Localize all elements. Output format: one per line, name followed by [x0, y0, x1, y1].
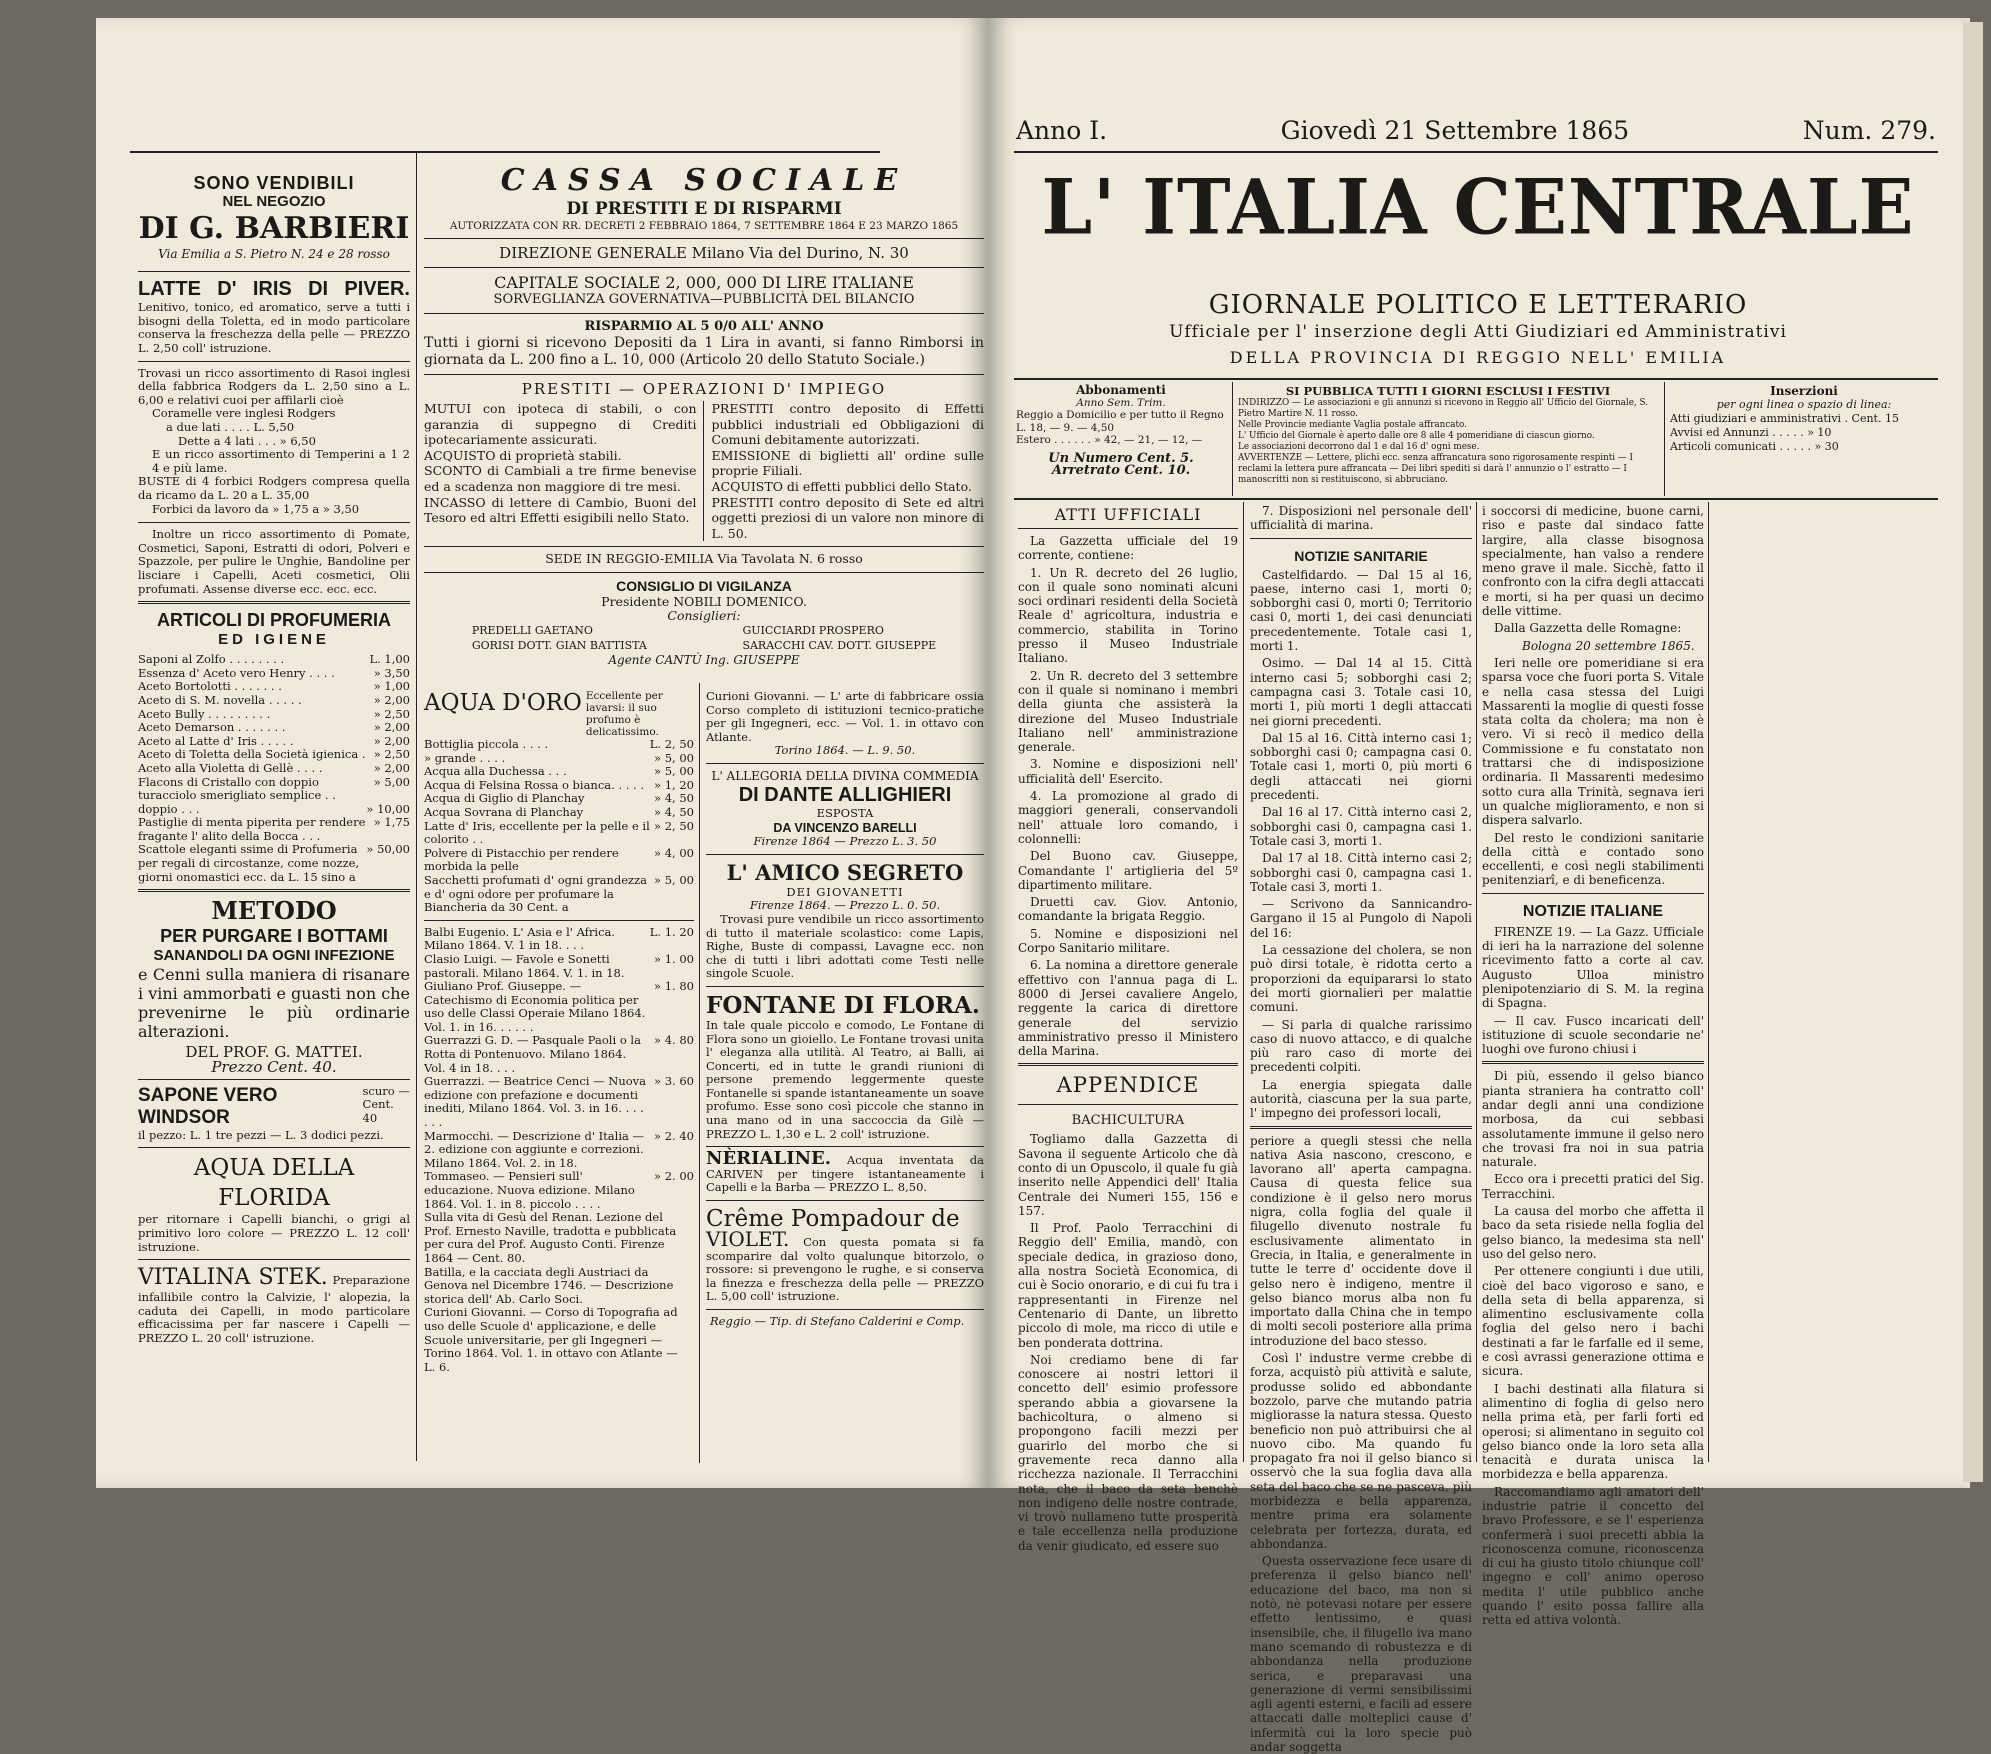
issue-year: Anno I.: [1016, 116, 1108, 145]
rasoi-text: Trovasi un ricco assortimento di Rasoi inglesi della fabbrica Rodgers da L. 2,50 sino a L. 6,00 e relativi cuoi per affilarli cioè: [138, 365, 410, 407]
profumeria-item: [138, 653, 410, 667]
article-paragraph: 4. La promozione al grado di maggiori generali, conservandoli nell' attuale loro comando, i colonnelli:: [1018, 789, 1238, 846]
cassa-agent: Agente CANTÙ Ing. GIUSEPPE: [608, 653, 800, 668]
book-item: [424, 1075, 694, 1129]
councillor: GORISI DOTT. GIAN BATTISTA: [471, 639, 647, 653]
sanitarie-paragraph: Dal 16 al 17. Città interno casi 2, sobborghi casi 0, campagna casi 1. Totale casi 3, morti 1.: [1250, 805, 1472, 848]
aqua-doro-item: [424, 874, 694, 915]
article-paragraph: 2. Un R. decreto del 3 settembre con il quale si nominano i membri della giunta che assisterà la direzione del Museo Industriale Italiano nell' amministrazione generale.: [1018, 668, 1238, 755]
article-paragraph: FIRENZE 19. — La Gazz. Ufficiale di ieri ha la narrazione del solenne ricevimento fatto a corte al cav. Augusto Ulloa ministro plenipotenziario di S. M. la regina di Spagna.: [1482, 924, 1704, 1011]
publish-line: AVVERTENZE — Lettere, plichi ecc. senza affrancatura sono rigorosamente respinti — I reclami la lettera pure affrancata — Dei libri spediti si darà l' annunzio o l' estratto — I manoscritti non si restituiscono, si abbruciano.: [1238, 453, 1633, 485]
latte-iris-text: Lenitivo, tonico, ed aromatico, serve a tutti i bisogni della Toletta, ed in modo particolare conserva la freschezza della pelle — PREZZO L. 2,50 coll' istruzione.: [138, 300, 410, 356]
publish-line: Le associazioni decorrono dal 1 e dal 16 d' ogni mese.: [1238, 442, 1480, 452]
profumeria-item-price: L. 1,00: [369, 652, 410, 667]
barbieri-name: DI G. BARBIERI: [138, 211, 410, 246]
cassa-subtitle: DI PRESTITI E DI RISPARMI: [566, 199, 842, 219]
article-paragraph: 5. Nomine e disposizioni nel Corpo Sanitario militare.: [1018, 926, 1238, 956]
cassa-operations-right: PRESTITI contro deposito di Effetti pubblici industriali ed Obbligazioni di Comuni debitamente autorizzati. EMISSIONE di biglietti all' ordine sulle proprie Filiali. ACQUISTO di effetti pubblici dello Stato. PRESTITI contro deposito di Sete ed altri oggetti preziosi di un valore non minore di L. 50.: [711, 401, 984, 541]
dante-line: L' ALLEGORIA DELLA DIVINA COMMEDIA: [711, 768, 979, 783]
vitalina-title: VITALINA STEK.: [138, 1265, 328, 1291]
councillor: PREDELLI GAETANO: [471, 624, 593, 638]
profumeria-item: [138, 803, 410, 817]
book-item-label: Guerrazzi G. D. — Pasquale Paoli o la Rotta di Pontenuovo. Milano 1864. Vol. 4 in 18. . . .: [424, 1033, 641, 1075]
notizie-italiane-header: NOTIZIE ITALIANE: [1522, 902, 1664, 920]
aqua-doro-item-label: Bottiglia piccola . . . .: [424, 737, 549, 751]
florida-title: AQUA DELLA FLORIDA: [193, 1155, 355, 1212]
profumeria-item-label: Aceto Bully . . . . . . . . .: [138, 706, 271, 721]
profumeria-item: [138, 748, 410, 762]
books-list: [424, 926, 694, 1375]
subscription-columns: Anno Sem. Trim.: [1076, 396, 1166, 409]
appendice-paragraph: I bachi destinati alla filatura si alimentino di foglia di gelso nero nella prima età, per farli forti ed operosi; si alimentano in seguito col gelso bianco onde la loro seta alla tenacità e durata unisca la morbidezza e bella apparenza.: [1482, 1381, 1704, 1482]
profumeria-item-price: » 5,00: [373, 774, 410, 789]
profumeria-item-label: Flacons di Cristallo con doppio turacciolo smerigliato semplice . .: [138, 774, 336, 803]
sapone-title: SAPONE VERO WINDSOR: [138, 1084, 278, 1128]
profumeria-subtitle: ED IGIENE: [218, 631, 330, 649]
profumeria-item: [138, 776, 410, 803]
insertions-title: Inserzioni: [1770, 384, 1838, 398]
sanitarie-column: [1250, 504, 1472, 1754]
atti-ufficiali-header: ATTI UFFICIALI: [1054, 505, 1202, 524]
book-item-label: Curioni Giovanni. — Corso di Topografia ad uso delle Scuole d' applicazione, e delle Scuole universitarie, per gli Ingegneri — Torino 1864. Vol. 1. in ottavo con Atlante — L. 6.: [424, 1305, 678, 1374]
aqua-doro-list: [424, 738, 694, 915]
book-item: [424, 1130, 694, 1171]
aqua-doro-item: [424, 792, 694, 806]
insertions-row: Atti giudiziari e amministrativi . Cent. 15: [1670, 412, 1899, 425]
metodo-price: Prezzo Cent. 40.: [211, 1057, 337, 1076]
appendice-paragraph: Il Prof. Paolo Terracchini di Reggio dell' Emilia, mandò, con speciale dedica, in grazioso dono, alla nostra Società Economica, di cui è Socio onorario, e di cui fu tra i rappresentanti in Firenze nel Centenario di Dante, un libretto piccolo di mole, ma ricco di utile e ben ponderata dottrina.: [1018, 1221, 1238, 1350]
cassa-councillors-label: Consiglieri:: [667, 607, 741, 623]
article-paragraph: La Gazzetta ufficiale del 19 corrente, contiene:: [1018, 534, 1238, 563]
amico-price: Firenze 1864. — Prezzo L. 0. 50.: [749, 898, 941, 913]
profumeria-list: [138, 653, 410, 884]
barbieri-heading: SONO VENDIBILI: [193, 173, 355, 193]
cassa-operations-left: MUTUI con ipoteca di stabili, o con garanzia di suppegno di Crediti ipotecariamente assicurati. ACQUISTO di proprietà stabili. SCONTO di Cambiali a tre firme benevise ed a scadenza non maggiore di tre mesi. INCASSO di lettere di Cambio, Buoni del Tesoro ed altri Effetti esigibili nello Stato.: [424, 401, 704, 541]
rasoi-line: Dette a 4 lati . . . » 6,50: [178, 433, 316, 448]
notizie-italiane-column: [1482, 504, 1704, 1628]
book-item-price: » 3. 60: [654, 1074, 694, 1089]
profumeria-item-price: » 1,00: [373, 679, 410, 694]
profumeria-item-label: Aceto al Latte d' Iris . . . . .: [138, 733, 294, 748]
aqua-doro-item-label: Polvere di Pistacchio per rendere morbida la pelle: [424, 845, 619, 874]
vitalina-text: Preparazione infallibile contro la Calvizie, l' alopezia, la caduta dei Capelli, in modo particolare efficacissima per far nascere i Capelli — PREZZO L. 20 coll' istruzione.: [138, 1273, 410, 1346]
header-rule: [1014, 378, 1938, 380]
dateline: [1016, 116, 1936, 145]
appendice-paragraph: periore a quegli stessi che nella nativa Asia nascono, crescono, e lavorano all' aperta campagna. Causa di questa felice sua condizione è il gelso nero morus nigra, colla foglia del quale il filugello divenuto nostrale fu esclusivamente alimentato in Grecia, in Italia, e generalmente in tutte le terre d' occidente dove il gelso nero è indigeno, mentre il gelso bianco morus alba non fu importato dalla China che in tempo di molti secoli posteriore alla prima introduzione del baco stesso.: [1250, 1133, 1472, 1348]
cassa-council: CONSIGLIO DI VIGILANZA: [616, 577, 792, 594]
profumeria-item-label: doppio . . .: [138, 801, 200, 816]
subscription-box: [1016, 384, 1226, 494]
cassa-decrees: AUTORIZZATA CON RR. DECRETI 2 FEBBRAIO 1864, 7 SETTEMBRE 1864 E 23 MARZO 1865: [449, 220, 959, 232]
profumeria-item-price: » 10,00: [366, 801, 410, 816]
profumeria-item-price: » 2,00: [373, 733, 410, 748]
cassa-title: CASSA SOCIALE: [500, 163, 908, 198]
ads-column-right: [706, 690, 984, 1460]
aqua-doro-item-label: Acqua alla Duchessa . . .: [424, 764, 567, 779]
metodo-author: DEL PROF. G. MATTEI.: [185, 1043, 363, 1062]
book-item-label: Giuliano Prof. Giuseppe. — Catechismo di Economia politica per uso delle Classi Operaie Milano 1864. Vol. 1. in 16. . . . . .: [424, 979, 646, 1034]
rasoi-line: a due lati . . . . L. 5,50: [166, 420, 295, 435]
profumeria-item: [138, 735, 410, 749]
cassa-savings: RISPARMIO AL 5 0/0 ALL' ANNO: [584, 319, 824, 334]
aqua-doro-item-label: Acqua di Felsina Rossa o bianca. . . . .: [424, 777, 645, 792]
profumeria-item: [138, 667, 410, 681]
book-item-label: Balbi Eugenio. L' Asia e l' Africa. Milano 1864. V. 1 in 18. . . .: [424, 924, 616, 953]
cassa-capital: CAPITALE SOCIALE 2, 000, 000 DI LIRE ITALIANE: [494, 273, 914, 292]
column-rule: [699, 683, 700, 1463]
amico-text: Trovasi pure vendibile un ricco assortimento di tutto il materiale scolastico: come Lapis, Righe, Buste di compassi, Lavagne ecc. non che di tutti i libri adottati come Testi nelle singole Scuole.: [706, 911, 984, 981]
book-item-price: » 1. 00: [654, 951, 694, 966]
aqua-doro-item-price: » 5, 00: [654, 750, 694, 765]
profumeria-item: [138, 694, 410, 708]
book-item: [424, 953, 694, 980]
article-paragraph: Ieri nelle ore pomeridiane si era sparsa voce che fuori porta S. Vitale e nella casa stessa del Luigi Massarenti la moglie di questi fosse stata colta da cholera; ma non è vero. Vi si recò il medico della Commissione e fu constatato non trattarsi che di indisposizione ordinaria. Il Massarenti medesimo sotto cura alla Trinità, segnava ieri un qualche miglioramento, e non si dispera salvarlo.: [1482, 655, 1704, 828]
box-rule: [1664, 382, 1665, 496]
cassa-president: Presidente NOBILI DOMENICO.: [601, 593, 807, 609]
appendice-paragraph: Raccomandiamo agli amatori dell' industrie patrie il concetto del bravo Professore, e se l' esperienza confermerà i suoi precetti abbia la riconoscenza comune, riconoscenza di cui ha giusto titolo chiunque coll' ingegno e coll' animo operoso medita l' utile pubblico anche quando l' esito possa fallire alla retta ed attiva volontà.: [1482, 1484, 1704, 1628]
buste-line: BUSTE di 4 forbici Rodgers compresa quella da ricamo da L. 20 a L. 35,00: [138, 474, 410, 503]
aqua-doro-item-label: Sacchetti profumati d' ogni grandezza e d' ogni odore per profumare la Biancheria da 30 Cent. a: [424, 872, 648, 915]
article-paragraph: 3. Nomine e disposizioni nell' ufficialità dell' Esercito.: [1018, 757, 1238, 786]
back-copy-price: Arretrato Cent. 10.: [1051, 463, 1191, 478]
profumeria-item: [138, 680, 410, 694]
rasoi-line: E un ricco assortimento di Temperini a 1 2 4 e più lame.: [152, 447, 410, 475]
publish-line: INDIRIZZO — Le associazioni e gli annunzi si ricevono in Reggio all' Ufficio del Giornale, S. Pietro Martire N. 11 rosso.: [1238, 398, 1649, 419]
profumeria-item: [138, 708, 410, 722]
publish-box: [1238, 384, 1658, 494]
aqua-doro-item: [424, 738, 694, 752]
book-item-label: Batilla, e la cacciata degli Austriaci da Genova nel Dicembre 1746. — Descrizione storica dell' Ab. Carlo Soci.: [424, 1264, 674, 1306]
article-paragraph: 7. Disposizioni nel personale dell' ufficialità di marina.: [1250, 504, 1472, 533]
column-rule: [416, 151, 417, 1461]
appendice-paragraph: Noi crediamo bene di far conoscere ai nostri lettori il concetto dell' esimio professore sperando abbia a giovarsene la bachicoltura, o almeno si propongono facili mezzi per guarirlo del morbo che si gravemente reca danno alla ricchezza nazionale. Il Terracchini nota, che il baco da seta benchè non indigeno delle nostre contrade, vi trovò nullameno tutte prosperità e tale eccellenza nella produzione da venir giudicato, ed essere suo: [1018, 1352, 1238, 1553]
appendice-paragraph: Per ottenere congiunti i due utili, cioè del baco vigoroso e sano, e della seta di bella apparenza, si alimentino esclusivamente colla foglia del gelso nero i bachi destinati a far le farfalle ed il seme, e così avrassi generazione ottima e sicura.: [1482, 1264, 1704, 1379]
sanitarie-paragraph: La cessazione del cholera, se non può dirsi totale, è ridotta certo a proporzioni da equipararsi lo stato dei morti giornalieri per malattie comuni.: [1250, 943, 1472, 1015]
aqua-doro-item-label: Acqua di Giglio di Planchay: [424, 791, 585, 806]
sapone-line: il pezzo: L. 1 tre pezzi — L. 3 dodici pezzi.: [138, 1127, 384, 1142]
book-item: [424, 980, 694, 1034]
nerialine-title: NÈRIALINE.: [706, 1148, 832, 1170]
insertions-row: Articoli comunicati . . . . . » 30: [1670, 440, 1839, 453]
curioni-price: Torino 1864. — L. 9. 50.: [774, 743, 916, 758]
profumeria-item: [138, 721, 410, 735]
page-edge: [1963, 22, 1983, 1482]
right-page: [988, 18, 1970, 1754]
cassa-oversight: SORVEGLIANZA GOVERNATIVA—PUBBLICITÀ DEL BILANCIO: [493, 292, 915, 307]
aqua-doro-item-label: Latte d' Iris, eccellente per la pelle e il colorito . .: [424, 818, 650, 847]
printer-footer: Reggio — Tip. di Stefano Calderini e Comp.: [710, 1314, 965, 1328]
profumeria-item-label: Aceto di Toletta della Società igienica .: [138, 747, 366, 762]
book-item-price: » 1. 80: [654, 979, 694, 994]
sanitarie-paragraph: Dal 17 al 18. Città interno casi 2; sobborghi casi 0, campagna casi 1. Totale casi 3, morti 1.: [1250, 851, 1472, 894]
metodo-subtitle2: SANANDOLI DA OGNI INFEZIONE: [153, 947, 395, 965]
pompadour-subtitle: VIOLET.: [706, 1227, 790, 1252]
left-page: [96, 18, 988, 1488]
publish-title: SI PUBBLICA TUTTI I GIORNI ESCLUSI I FESTIVI: [1285, 384, 1611, 398]
profumeria-item-price: » 2,00: [373, 720, 410, 735]
amico-title: L' AMICO SEGRETO: [726, 859, 964, 885]
cassa-sociale-ad: [424, 163, 984, 683]
book-item-price: » 4. 80: [654, 1033, 694, 1048]
aqua-doro-item-price: » 4, 50: [654, 804, 694, 819]
aqua-doro-item: [424, 806, 694, 820]
aqua-doro-item-price: L. 2, 50: [649, 737, 694, 751]
curioni-text: Curioni Giovanni. — L' arte di fabbricare ossia Corso completo di istituzioni tecnico-pratiche per gli Ingegneri, ecc. — Vol. 1. in ottavo con Atlante.: [706, 689, 984, 744]
cassa-deposits: Tutti i giorni si ricevono Depositi da 1 Lira in avanti, si fanno Rimborsi in giornata da L. 200 fino a L. 10, 000 (Articolo 20 dello Statuto Sociale.): [424, 335, 984, 368]
aqua-doro-item: [424, 752, 694, 766]
appendice-paragraph: Così l' industre verme crebbe di forza, acquistò più attività e salute, produsse solido ed abbondante bozzolo, parve che mutando patria migliorasse la natura stessa. Questo beneficio non può attribuirsi che al nuovo cibo. Ma quando fu propagato fra noi il gelso bianco si osservò che la sua foglia dava alla seta del baco che se ne pasceva, più morbidezza e bella apparenza, mentre prima era solamente celebrata per fortezza, durata, ed abbondanza.: [1250, 1351, 1472, 1551]
profumeria-item: [138, 816, 410, 843]
florida-text: per ritornare i Capelli bianchi, o grigi al primitivo loro colore — PREZZO L. 12 coll' istruzione.: [138, 1212, 410, 1254]
sanitarie-paragraph: Osimo. — Dal 14 al 15. Città interno casi 5; sobborghi casi 2; campagna casi 3. Totale casi 10, morti 1, più morti 1 degli attaccati nei giorni precedenti.: [1250, 656, 1472, 728]
book-item-label: Tommaseo. — Pensieri sull' educazione. Nuova edizione. Milano 1864. Vol. 1. in 8. piccolo . . . .: [424, 1169, 635, 1211]
sanitarie-paragraph: — Si parla di qualche rarissimo caso di nuovo attacco, e di qualche più raro caso di morte dei precedenti colpiti.: [1250, 1017, 1472, 1075]
book-item: [424, 926, 694, 953]
metodo-title: METODO: [211, 896, 337, 926]
councillor: SARACCHI CAV. DOTT. GIUSEPPE: [742, 639, 937, 653]
latte-iris-title: LATTE D' IRIS DI PIVER.: [138, 278, 410, 301]
pompadour-title: Crême Pompadour de: [706, 1206, 960, 1233]
subscription-row: Estero . . . . . . » 42, — 21, — 12, —: [1016, 434, 1203, 446]
article-dateline: Bologna 20 settembre 1865.: [1522, 638, 1695, 653]
profumeria-item-label: Scattole eleganti ssime di Profumeria per regali di circostanze, come nozze, giorni onomastici ecc. da L. 15 sino a: [138, 842, 360, 884]
article-paragraph: Del Buono cav. Giuseppe, Comandante l' artiglieria del 5º dipartimento militare.: [1018, 849, 1238, 892]
profumeria-title: ARTICOLI DI PROFUMERIA: [157, 610, 391, 631]
appendice-subheader: BACHICULTURA: [1071, 1113, 1185, 1129]
aqua-doro-item: [424, 847, 694, 874]
book-item: [424, 1306, 694, 1374]
sanitarie-header: NOTIZIE SANITARIE: [1294, 547, 1428, 564]
article-paragraph: i soccorsi di medicine, buone carni, riso e paste dal sindaco fatte largire, alla classe bisognosa specialmente, han valso a rendere meno grave il male. Sicchè, fatto il confronto con la cifra degli attaccati e morti, si ha per quasi un decimo delle vittime.: [1482, 504, 1704, 619]
appendice-paragraph: Di più, essendo il gelso bianco pianta straniera ha contratto coll' andar degli anni una condizione morbosa, da cui sebbasi assolutamente immune il gelso nero che trovasi fra noi in sua patria naturale.: [1482, 1069, 1704, 1170]
metodo-text: e Cenni sulla maniera di risanare i vini ammorbati e guasti non che prevenirne le più ordinarie alterazioni.: [138, 965, 410, 1042]
top-rule: [130, 151, 880, 153]
publish-line: Nelle Provincie mediante Vaglia postale affrancato.: [1238, 420, 1467, 430]
profumeria-item-label: Saponi al Zolfo . . . . . . . .: [138, 652, 285, 667]
profumeria-item-price: » 2,50: [373, 747, 410, 762]
dante-line: ESPOSTA: [816, 806, 874, 821]
aqua-doro-item-label: Acqua Sovrana di Planchay: [424, 804, 584, 819]
appendice-paragraph: Togliamo dalla Gazzetta di Savona il seguente Articolo che dà conto di un Opuscolo, il quale fu già inserito nelle Appendici dell' Italia Centrale dei Numeri 155, 156 e 157.: [1018, 1132, 1238, 1218]
book-item: [424, 1266, 694, 1307]
dante-price: Firenze 1864 — Prezzo L. 3. 50: [753, 834, 937, 849]
newspaper-title: L' ITALIA CENTRALE: [1041, 161, 1915, 252]
book-item: [424, 1211, 694, 1265]
rasoi-line: Coramelle vere inglesi Rodgers: [152, 406, 336, 421]
aqua-doro-side: Eccellente per lavarsi: il suo profumo è delicatissimo.: [585, 690, 663, 738]
insertions-row: Avvisi ed Annunzi . . . . . » 10: [1670, 426, 1832, 439]
column-rule: [1708, 502, 1709, 1462]
profumeria-item-label: Aceto Demarson . . . . . . .: [138, 720, 286, 735]
sanitarie-paragraph: La energia spiegata dalle autorità, ciascuna per la sua parte, l' impegno dei professori locali,: [1250, 1077, 1472, 1121]
book-item-price: L. 1. 20: [649, 924, 694, 939]
profumeria-item-price: » 3,50: [373, 665, 410, 680]
insertions-subtitle: per ogni linea o spazio di linea:: [1716, 398, 1892, 411]
aqua-doro-item-price: » 1, 20: [654, 777, 694, 792]
insertions-box: [1670, 384, 1938, 494]
pomate-text: Inoltre un ricco assortimento di Pomate, Cosmetici, Saponi, Estratti di odori, Polveri e Spazzole, per pulire le Unghie, Bandoline per lisciare i Capelli, Aceti cosmetici, Olii profumati. Assense diverse ecc. ecc. ecc.: [138, 527, 410, 596]
profumeria-item: [138, 762, 410, 776]
profumeria-item-price: » 2,00: [373, 760, 410, 775]
profumeria-item-label: Aceto Bortolotti . . . . . . .: [138, 679, 282, 694]
barbieri-address: Via Emilia a S. Pietro N. 24 e 28 rosso: [158, 247, 390, 261]
article-paragraph: 1. Un R. decreto del 26 luglio, con il quale sono nominati alcuni soci ordinari residenti della Società Reale d' agricoltura, industria e commercio, stabilita in Torino presso il Museo Industriale Italiano.: [1018, 565, 1238, 666]
top-rule: [1014, 151, 1938, 153]
cassa-seat: SEDE IN REGGIO-EMILIA Via Tavolata N. 6 rosso: [545, 551, 863, 567]
aqua-doro-item: [424, 820, 694, 847]
profumeria-item-label: Pastiglie di menta piperita per rendere fragante l' alito della Bocca . . .: [138, 815, 366, 843]
box-rule: [1232, 382, 1233, 496]
book-item-label: Marmocchi. — Descrizione d' Italia — 2. edizione con aggiunte e correzioni. Milano 1864. Vol. 2. in 18.: [424, 1128, 645, 1170]
profumeria-item-price: » 2,50: [373, 706, 410, 721]
nerialine-text: Acqua inventata da CARIVEN per tingere istantaneamente i Capelli e la Barba — PREZZO L. 8,50.: [706, 1153, 984, 1195]
book-item-price: » 2. 00: [654, 1169, 694, 1184]
aqua-doro-item: [424, 765, 694, 779]
aqua-doro-title: AQUA D'ORO: [424, 690, 582, 716]
buste-line: Forbici da lavoro da » 1,75 a » 3,50: [152, 501, 360, 516]
appendice-paragraph: Questa osservazione fece usare di preferenza il gelso bianco nell' educazione del baco, ma non si notò, nè potevasi notare per essere effetto lentissimo, e quasi insensibile, che, il filugello iva mano mano scemando di robustezza e di abbondanza nella produzione serica, e preparavasi una generazione di vermi sensibilissimi agli agenti esterni, e facili ad essere attaccati dalle molteplici cause d' infermità cui la loro specie può andar soggetta: [1250, 1554, 1472, 1754]
appendice-paragraph: Ecco ora i precetti pratici del Sig. Terracchini.: [1482, 1172, 1704, 1201]
column-rule: [1243, 502, 1244, 1462]
boxes-bottom-rule: [1014, 498, 1938, 500]
aqua-doro-item-price: » 5, 00: [654, 872, 694, 887]
barbieri-subheading: NEL NEGOZIO: [222, 193, 326, 210]
aqua-doro-item-label: » grande . . . .: [424, 750, 506, 765]
atti-ufficiali-column: [1018, 504, 1238, 1553]
book-item-label: Guerrazzi. — Beatrice Cenci — Nuova edizione con prefazione e documenti inediti, Milano 1864. Vol. 3. in 16. . . . . . .: [424, 1074, 647, 1130]
issue-number: Num. 279.: [1802, 116, 1936, 145]
amico-subtitle: DEI GIOVANETTI: [786, 884, 904, 899]
profumeria-item-label: Essenza d' Aceto vero Henry . . . .: [138, 665, 335, 680]
appendice-header: APPENDICE: [1056, 1073, 1200, 1098]
councillor: GUICCIARDI PROSPERO: [742, 624, 884, 638]
book-item-label: Clasio Luigi. — Favole e Sonetti pastorali. Milano 1864. V. 1. in 18.: [424, 951, 625, 980]
profumeria-item-label: Aceto di S. M. novella . . . . .: [138, 692, 302, 707]
article-paragraph: Druetti cav. Giov. Antonio, comandante la brigata Reggio.: [1018, 895, 1238, 924]
aqua-doro-item-price: » 4, 00: [654, 845, 694, 860]
profumeria-item-price: » 2,00: [373, 692, 410, 707]
sanitarie-paragraph: Dal 15 al 16. Città interno casi 1; sobborghi casi 0; campagna casi 0. Totale casi 1, morti 0, più morti 6 degli attaccati nei giorni precedenti.: [1250, 730, 1472, 803]
aqua-doro-item: [424, 779, 694, 793]
article-paragraph: — Il cav. Fusco incaricati dell' istituzione di scuole secondarie ne' luoghi ove furono chiusi i: [1482, 1013, 1704, 1057]
pompadour-text: Con questa pomata si fa scomparire dal volto qualunque bitorzolo, o rossore: si prevengono le rughe, e si conserva la finezza e freschezza della pelle — PREZZO L. 5,00 coll' istruzione.: [706, 1235, 985, 1304]
newspaper-subtitle: GIORNALE POLITICO E LETTERARIO: [1208, 290, 1748, 320]
profumeria-item-price: » 50,00: [366, 842, 410, 857]
column-rule: [1476, 502, 1477, 1462]
flora-title: FONTANE DI FLORA.: [706, 991, 980, 1019]
appendice-paragraph: La causa del morbo che affetta il baco da seta risiede nella foglia del gelso bianco, la medesima sta nell' uso del gelso nero.: [1482, 1204, 1704, 1261]
metodo-subtitle: PER PURGARE I BOTTAMI: [160, 926, 388, 947]
sanitarie-paragraph: Castelfidardo. — Dal 15 al 16, paese, interno casi 1, morti 0; sobborghi casi 0, morti 0; Territorio casi 0, morti 1, dei casi denunciati precedentemente. Totale casi 1, morti 1.: [1250, 567, 1472, 654]
newspaper-province: DELLA PROVINCIA DI REGGIO NELL' EMILIA: [1229, 348, 1727, 367]
aqua-doro-item-price: » 2, 50: [654, 818, 694, 833]
book-item-price: » 2. 40: [654, 1128, 694, 1143]
ads-column-left: [138, 173, 410, 1463]
book-item: [424, 1170, 694, 1211]
profumeria-item: [138, 843, 410, 884]
profumeria-item-price: » 1,75: [373, 815, 410, 830]
subscription-title: Abbonamenti: [1076, 383, 1166, 397]
subscription-row: Reggio a Domicilio e per tutto il Regno L. 18, — 9. — 4,50: [1016, 409, 1224, 434]
ads-column-middle: [424, 690, 694, 1460]
single-copy-price: Un Numero Cent. 5.: [1048, 450, 1194, 466]
issue-date: Giovedì 21 Settembre 1865: [1280, 116, 1630, 145]
article-paragraph: Dalla Gazzetta delle Romagne:: [1494, 621, 1682, 636]
aqua-doro-item-price: » 4, 50: [654, 791, 694, 806]
article-paragraph: Del resto le condizioni sanitarie della città e contado sono eccellenti, e così negli stabilimenti penitenziarî, e di beneficenza.: [1482, 830, 1704, 888]
dante-author: DA VINCENZO BARELLI: [773, 820, 917, 835]
publish-line: L' Ufficio del Giornale è aperto dalle ore 8 alle 4 pomeridiane di ciascun giorno.: [1238, 431, 1595, 441]
profumeria-item-label: Aceto alla Violetta di Gellè . . . .: [138, 760, 323, 775]
sanitarie-paragraph: — Scrivono da Sannicandro-Gargano il 15 al Pungolo di Napoli del 16:: [1250, 897, 1472, 940]
article-paragraph: 6. La nomina a direttore generale effettivo con l'annua paga di L. 8000 di Jersei cavaliere Angelo, reggente la carica di direttore generale del servizio amministrativo presso il Ministero della Marina.: [1018, 958, 1238, 1059]
flora-text: In tale quale piccolo e comodo, Le Fontane di Flora sono un gioiello. Le Fontane trovasi unita l' eleganza alla utilità. Al Teatro, ai Balli, ai Concerti, ed in tutte le grandi riunioni di persone premendo leggermente queste Fontanelle si spande istantaneamente un soave profumo. Esse sono così piccole che stanno in una mano od in una saccoccia da Gilè — PREZZO L. 1,30 e L. 2 coll' istruzione.: [706, 1017, 984, 1141]
newspaper-official: Ufficiale per l' inserzione degli Atti Giudiziari ed Amministrativi: [1169, 322, 1787, 342]
book-item: [424, 1034, 694, 1075]
dante-title: DI DANTE ALLIGHIERI: [738, 784, 952, 807]
aqua-doro-item-price: » 5, 00: [654, 764, 694, 779]
cassa-operations: PRESTITI — OPERAZIONI D' IMPIEGO: [521, 380, 887, 398]
sapone-side: scuro — Cent. 40: [362, 1083, 410, 1126]
cassa-direction: DIREZIONE GENERALE Milano Via del Durino, N. 30: [499, 244, 909, 262]
book-item-label: Sulla vita di Gesù del Renan. Lezione del Prof. Ernesto Naville, tradotta e pubblicata per cura del Prof. Augusto Conti. Firenze 1864 — Cent. 80.: [424, 1210, 677, 1265]
